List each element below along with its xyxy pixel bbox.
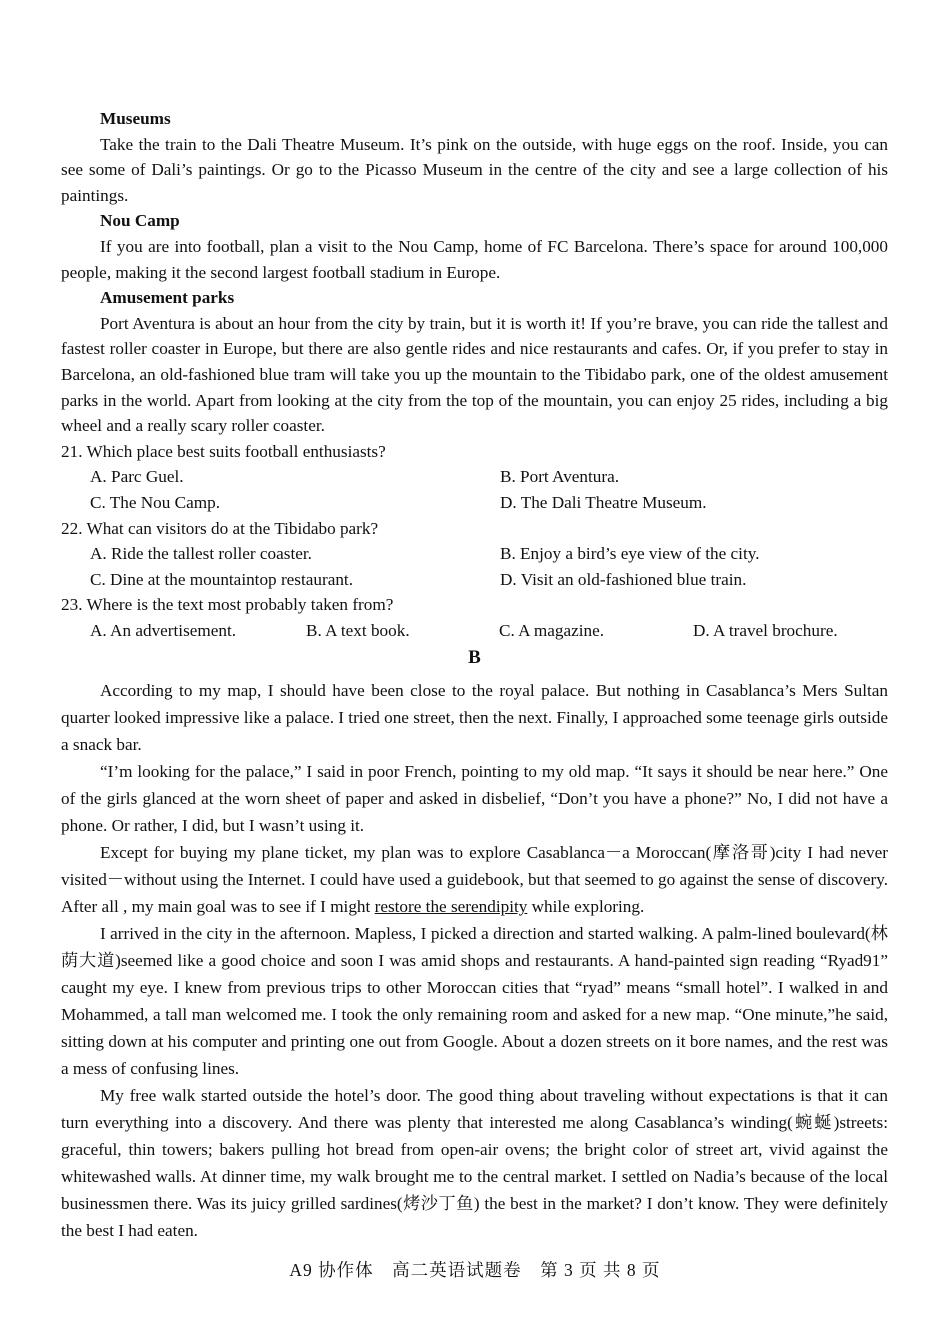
passage-b-paragraph-5: My free walk started outside the hotel’s door. The good thing about traveling without expectations is that it can turn everything into a discovery. And there was plenty that interested me along Casablanca’s winding(蜿蜒)streets: graceful, thin towers; bakers pulling hot bread from open-air ovens; the bright color of street art, vivid against the whitewashed walls. At dinner time, my walk brought me to the central market. I settled on Nadia’s because of the local businessmen there. Was its juicy grilled sardines(烤沙丁鱼) the best in the market? I don’t know. They were definitely the best I had eaten. (61, 1086, 888, 1241)
option-21-c[interactable]: C. The Nou Camp. (90, 492, 221, 512)
option-22-d[interactable]: D. Visit an old-fashioned blue train. (500, 569, 747, 589)
section-b-title: B (468, 647, 481, 669)
museums-text: Take the train to the Dali Theatre Museum. It’s pink on the outside, with huge eggs on the roof. Inside, you can see some of Dali’s paintings. Or go to the Picasso Museum in the centre of the city and see a large collection of his paintings. (61, 134, 888, 205)
page-footer: A9 协作体 高二英语试题卷 第 3 页 共 8 页 (289, 1260, 661, 1280)
question-21-options (61, 464, 888, 515)
passage-b-paragraph-1: According to my map, I should have been close to the royal palace. But nothing in Casablanca’s Mers Sultan quarter looked impressive like a palace. I tried one street, then the next. Finally, I approached some teenage girls outside a snack bar. (61, 681, 888, 755)
nou-camp-text: If you are into football, plan a visit to the Nou Camp, home of FC Barcelona. There’s space for around 100,000 people, making it the second largest football stadium in Europe. (61, 236, 888, 282)
nou-camp-heading: Nou Camp (100, 211, 180, 231)
question-23-options (61, 618, 888, 644)
passage-b-paragraph-4: I arrived in the city in the afternoon. Mapless, I picked a direction and started walking. A palm-lined boulevard(林荫大道)seemed like a good choice and soon I was amid shops and restaurants. A hand-painted sign reading “Ryad91” caught my eye. I knew from previous trips to other Moroccan cities that “ryad” means “small hotel”. I walked in and Mohammed, a tall man welcomed me. I took the only remaining room and asked for a new map. “One minute,”he said, sitting down at his computer and printing one out from Google. About a dozen streets on it bore names, and the rest was a mess of confusing lines. (61, 924, 888, 1079)
underlined-phrase: restore the serendipity (374, 897, 528, 917)
amusement-parks-text: Port Aventura is about an hour from the city by train, but it is worth it! If you’re brave, you can ride the tallest and fastest roller coaster in Europe, but there are also gentle rides and nice restaurants and cafes. Or, if you prefer to stay in Barcelona, an old-fashioned blue tram will take you up the mountain to the Tibidabo park, one of the oldest amusement parks in the world. Apart from looking at the city from the top of the mountain, you can enjoy 25 rides, including a big wheel and a really scary roller coaster. (61, 313, 888, 436)
option-22-a[interactable]: A. Ride the tallest roller coaster. (90, 544, 312, 564)
option-22-b[interactable]: B. Enjoy a bird’s eye view of the city. (500, 544, 760, 564)
section-b-passage (61, 677, 888, 1244)
option-21-b[interactable]: B. Port Aventura. (500, 467, 620, 487)
question-22-stem: 22. What can visitors do at the Tibidabo park? (61, 518, 379, 538)
option-23-c[interactable]: C. A magazine. (499, 620, 605, 640)
question-21-stem: 21. Which place best suits football enthusiasts? (61, 441, 386, 461)
museums-heading: Museums (100, 109, 171, 128)
page-content (61, 106, 888, 1244)
option-23-b[interactable]: B. A text book. (306, 620, 410, 640)
paragraph-3-text-end: while exploring. (527, 897, 645, 917)
option-23-d[interactable]: D. A travel brochure. (693, 620, 838, 640)
question-23-stem: 23. Where is the text most probably taken from? (61, 595, 394, 615)
passage-b-paragraph-3 (61, 839, 888, 920)
option-21-d[interactable]: D. The Dali Theatre Museum. (500, 492, 707, 512)
option-22-c[interactable]: C. Dine at the mountaintop restaurant. (90, 569, 353, 589)
question-22-options (61, 541, 888, 592)
option-21-a[interactable]: A. Parc Guel. (90, 467, 184, 487)
option-23-a[interactable]: A. An advertisement. (90, 620, 237, 640)
amusement-parks-heading: Amusement parks (100, 288, 235, 308)
passage-b-paragraph-2: “I’m looking for the palace,” I said in poor French, pointing to my old map. “It says it should be near here.” One of the girls glanced at the worn sheet of paper and asked in disbelief, “Don’t you have a phone?” No, I did not have a phone. Or rather, I did, but I wasn’t using it. (61, 762, 888, 836)
paragraph-3-text-start: Except for buying my plane ticket, my plan was to explore Casablanca－a Moroccan(摩洛哥)city I had never visited－without using the Internet. I could have used a guidebook, but that seemed to go against the sense of discovery. After all , my main goal was to see if I might (61, 843, 888, 917)
